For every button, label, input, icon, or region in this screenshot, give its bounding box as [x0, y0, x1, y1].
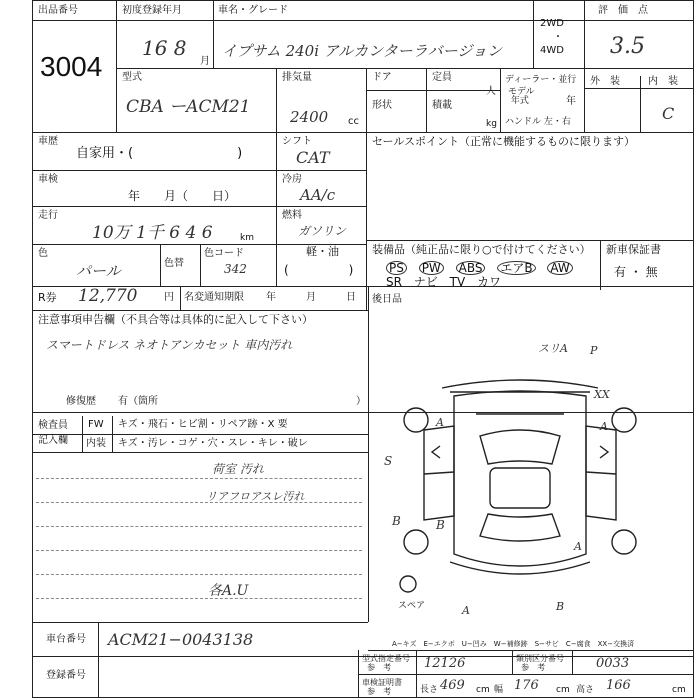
- history-options: 自家用・( ): [76, 146, 243, 161]
- reg-year-value: 16 8: [142, 36, 187, 60]
- color-code-label: 色コード: [204, 248, 244, 259]
- line: [36, 574, 362, 575]
- remark-1: 荷室 汚れ: [212, 462, 264, 476]
- drive-dot: ・: [553, 32, 563, 43]
- year-unit: 年: [566, 96, 576, 107]
- lot-label: 出品番号: [38, 5, 78, 16]
- repair-value: 有（箇所: [118, 396, 158, 407]
- mileage-unit: km: [240, 233, 254, 243]
- line: [276, 68, 277, 132]
- type-desig-label: 型式指定番号 参 考: [362, 654, 410, 672]
- fuel-label: 燃料: [282, 210, 302, 221]
- notes-label: 注意事項申告欄（不具合等は具体的に記入して下さい）: [38, 313, 313, 326]
- inspector-label: 検査員 記入欄: [38, 420, 68, 446]
- remark-2: リアフロアスレ汚れ: [206, 490, 305, 503]
- height-value: 166: [606, 678, 631, 693]
- line: [32, 622, 368, 623]
- fuel-options: 軽・油: [306, 245, 339, 258]
- line: [36, 478, 362, 479]
- history-label: 車歴: [38, 136, 58, 147]
- drive-4wd: 4WD: [540, 45, 564, 56]
- damage-mark: スリA: [538, 342, 568, 355]
- line: [368, 286, 369, 412]
- sales-label: セールスポイント（正常に機能するものに限ります）: [372, 135, 636, 148]
- inspection-fields: 年 月（ 日）: [128, 189, 237, 203]
- car-diagram: [380, 366, 660, 606]
- equip-aw: AW: [547, 261, 572, 275]
- line: [32, 310, 368, 311]
- line: [98, 622, 99, 698]
- line: [180, 286, 181, 310]
- load-unit: kg: [486, 119, 497, 129]
- interior-text: キズ・汚レ・コゲ・穴・スレ・キレ・破レ: [118, 438, 308, 449]
- equip-row-2: [382, 276, 505, 288]
- line: [200, 244, 201, 286]
- class-value: 0033: [596, 656, 630, 671]
- vin-value: ACM21−0043138: [108, 630, 254, 649]
- int-label: 内 装: [648, 76, 678, 87]
- equip-pw: PW: [419, 261, 444, 275]
- score-label: 評 価 点: [598, 5, 648, 16]
- color-change-label: 色替: [164, 258, 184, 269]
- interior-label: 内装: [86, 438, 106, 449]
- name-change-fields: 年 月 日: [266, 292, 356, 303]
- damage-mark: B: [556, 600, 565, 613]
- line: [366, 286, 367, 310]
- equip-sr: SR: [386, 275, 402, 289]
- capacity-label: 定員: [432, 72, 452, 83]
- dealer-label: ディーラー・並行: [505, 75, 577, 85]
- shift-label: シフト: [282, 136, 312, 147]
- name-change-label: 名変通知期限: [184, 292, 244, 303]
- line: [572, 650, 573, 674]
- recycle-value: 12,770: [78, 286, 138, 306]
- line: [32, 206, 366, 207]
- fuel-value: ガソリン: [298, 224, 347, 238]
- color-value: パール: [76, 262, 121, 280]
- width-value: 176: [514, 678, 539, 693]
- reg-year-label: 初度登録年月: [122, 5, 182, 16]
- line: [32, 170, 366, 171]
- line: [600, 240, 601, 290]
- ac-value: AA/c: [300, 186, 336, 204]
- plate-label: 登録番号: [46, 670, 86, 681]
- line: [366, 68, 367, 132]
- damage-mark: A: [462, 604, 470, 617]
- handle-label: ハンドル 左・右: [505, 117, 571, 127]
- damage-mark: A: [436, 416, 444, 429]
- line: [276, 132, 277, 286]
- line: [366, 132, 367, 286]
- line: [36, 550, 362, 551]
- shift-value: CAT: [296, 148, 330, 167]
- fw-text: キズ・飛石・ヒビ割・リペア跡・X 要: [118, 419, 288, 430]
- model-year-label: モデル 年式: [508, 87, 535, 106]
- equip-tv: TV: [449, 275, 466, 289]
- mileage-value: 10万 1千 6 4 6: [92, 223, 213, 243]
- vin-label: 車台番号: [46, 634, 86, 645]
- model-grade-value: イプサム 240i アルカンターラバージョン: [222, 42, 502, 60]
- line: [116, 68, 694, 69]
- line: [366, 90, 500, 91]
- width-label: 幅: [494, 685, 504, 695]
- color-code-value: 342: [224, 262, 247, 276]
- repair-close: ）: [356, 396, 366, 407]
- damage-mark: XX: [594, 388, 610, 401]
- warranty-label: 新車保証書: [606, 243, 661, 256]
- line: [32, 452, 368, 453]
- fw-label: FW: [88, 419, 104, 430]
- len-value: 469: [440, 678, 465, 693]
- line: [512, 650, 513, 674]
- height-label: 高さ: [576, 685, 595, 695]
- line: [32, 132, 694, 133]
- width-unit: cm: [556, 685, 570, 695]
- notes-value: スマートドレス ネオトアンカセット 車内汚れ: [46, 338, 293, 352]
- lot-number: 3004: [40, 51, 103, 82]
- line: [213, 0, 214, 68]
- line: [426, 68, 427, 132]
- line: [160, 244, 161, 286]
- type-label: 型式: [122, 72, 142, 83]
- type-desig-value: 12126: [424, 656, 466, 671]
- len-unit: cm: [476, 685, 490, 695]
- capacity-unit: 人: [486, 86, 496, 97]
- disp-value: 2400: [290, 108, 329, 126]
- line: [358, 674, 694, 675]
- score-value: 3.5: [610, 34, 645, 59]
- fuel-paren: ( ): [284, 263, 354, 277]
- equip-row-1: [382, 261, 577, 275]
- inspection-label: 車検: [38, 174, 58, 185]
- damage-mark: A: [574, 540, 582, 553]
- class-label: 類別区分番号 参 考: [516, 654, 564, 672]
- color-label: 色: [38, 248, 48, 259]
- line: [366, 240, 694, 241]
- ext-label: 外 装: [590, 76, 620, 87]
- recycle-label: R券: [38, 291, 57, 304]
- drive-2wd: 2WD: [540, 18, 564, 29]
- int-value: C: [662, 104, 675, 123]
- line: [533, 0, 534, 68]
- month-mark: 月: [200, 56, 210, 67]
- model-grade-label: 車名・グレード: [218, 5, 288, 16]
- repair-label: 修復歴: [66, 396, 96, 407]
- damage-mark: B: [392, 514, 401, 528]
- damage-mark: P: [590, 344, 598, 357]
- line: [36, 526, 362, 527]
- equip-leather: カワ: [477, 275, 502, 289]
- line: [32, 20, 694, 21]
- equip-navi: ナビ: [413, 275, 438, 289]
- line: [584, 88, 694, 89]
- backseat-label: 後日品: [372, 294, 402, 305]
- height-unit: cm: [672, 685, 686, 695]
- door-label: ドア: [372, 72, 392, 83]
- line: [116, 0, 117, 132]
- remark-3: 各A.U: [208, 583, 249, 599]
- damage-mark: A: [600, 420, 608, 433]
- line: [368, 412, 369, 622]
- type-value: CBA ーACM21: [126, 97, 251, 117]
- cert-label: 車検証明書 参 考: [362, 678, 402, 696]
- warranty-options: 有 ・ 無: [614, 265, 658, 279]
- line: [82, 416, 83, 452]
- line: [640, 76, 641, 132]
- ac-label: 冷房: [282, 174, 302, 185]
- load-label: 積載: [432, 100, 452, 111]
- line: [36, 598, 362, 599]
- equip-label: 装備品（純正品に限り○で付けてください）: [372, 243, 591, 256]
- equip-airbag: エアB: [497, 261, 535, 275]
- disp-unit: cc: [348, 116, 359, 127]
- line: [500, 68, 501, 132]
- shape-label: 形状: [372, 100, 392, 111]
- recycle-unit: 円: [164, 292, 174, 303]
- mileage-label: 走行: [38, 210, 58, 221]
- spare-label: スペア: [398, 601, 426, 611]
- len-label: 長さ: [420, 685, 439, 695]
- equip-ps: PS: [386, 261, 407, 275]
- damage-legend: A−キズ E−エクボ U−凹み W−補修跡 S−サビ C−腐食 XX−交換済: [392, 640, 635, 648]
- damage-mark: B: [436, 518, 445, 532]
- line: [368, 650, 694, 651]
- line: [584, 0, 585, 132]
- line: [112, 416, 113, 452]
- line: [36, 502, 362, 503]
- damage-mark: S: [384, 454, 393, 468]
- disp-label: 排気量: [282, 72, 312, 83]
- equip-abs: ABS: [456, 261, 486, 275]
